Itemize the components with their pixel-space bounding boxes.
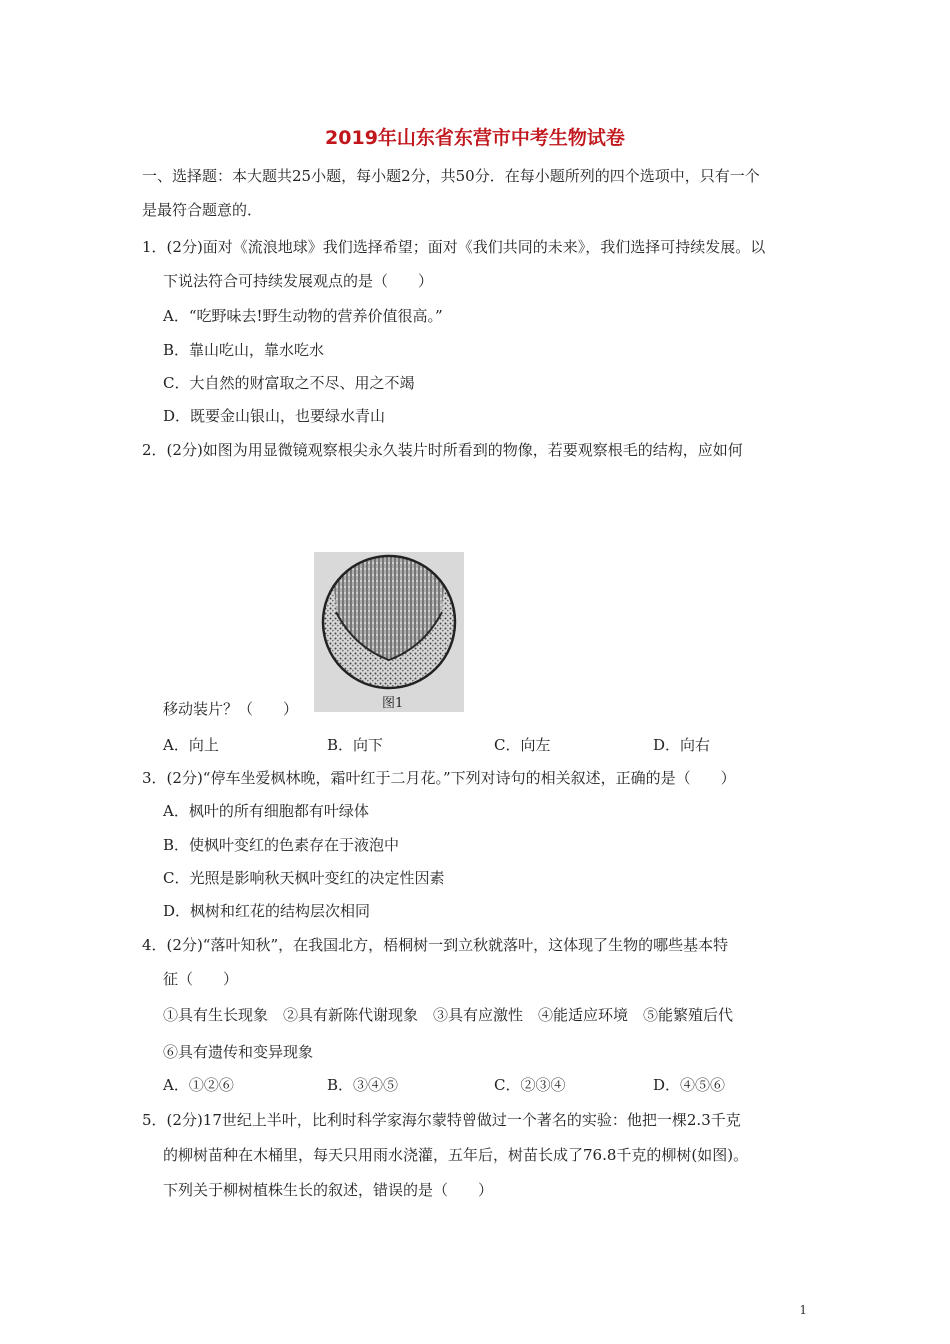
page-title: 2019年山东省东营市中考生物试卷 xyxy=(325,127,625,149)
q3-stem-line1: 3．(2分)“停车坐爱枫林晚，霜叶红于二月花。”下列对诗句的相关叙述，正确的是（ ） xyxy=(142,769,736,787)
q3-option-d: D．枫树和红花的结构层次相同 xyxy=(163,902,371,920)
section-instruction-line1: 一、选择题：本大题共25小题，每小题2分，共50分．在每小题所列的四个选项中，只有一个 xyxy=(142,167,760,185)
q2-stem-line2: 移动装片？（ ） xyxy=(163,700,299,718)
q1-stem-line1: 1．(2分)面对《流浪地球》我们选择希望；面对《我们共同的未来》，我们选择可持续发展。以 xyxy=(142,238,766,256)
q3-option-c: C．光照是影响秋天枫叶变红的决定性因素 xyxy=(163,869,445,887)
q4-option-c: C．②③④ xyxy=(494,1076,566,1094)
q1-stem-line2: 下说法符合可持续发展观点的是（ ） xyxy=(163,272,434,290)
q4-items-line2: ⑥具有遗传和变异现象 xyxy=(163,1043,314,1061)
q4-stem-line1: 4．(2分)“落叶知秋”，在我国北方，梧桐树一到立秋就落叶，这体现了生物的哪些基本特 xyxy=(142,936,729,954)
q4-option-d: D．④⑤⑥ xyxy=(653,1076,726,1094)
root-tip-micrograph xyxy=(314,552,464,712)
q1-option-d: D．既要金山银山，也要绿水青山 xyxy=(163,407,386,425)
q2-stem-line1: 2．(2分)如图为用显微镜观察根尖永久装片时所看到的物像，若要观察根毛的结构，应如何 xyxy=(142,441,743,459)
page-number: 1 xyxy=(799,1303,807,1317)
q4-option-b: B．③④⑤ xyxy=(327,1076,399,1094)
q3-option-a: A．枫叶的所有细胞都有叶绿体 xyxy=(163,802,369,820)
q1-option-c: C．大自然的财富取之不尽、用之不竭 xyxy=(163,374,415,392)
q2-option-a: A．向上 xyxy=(163,736,219,754)
figure-label: 图1 xyxy=(382,696,404,711)
q2-option-d: D．向右 xyxy=(653,736,711,754)
q4-stem-line2: 征（ ） xyxy=(163,970,239,988)
q1-option-a: A．“吃野味去!野生动物的营养价值很高。” xyxy=(163,307,443,325)
q5-stem-line2: 的柳树苗种在木桶里，每天只用雨水浇灌，五年后，树苗长成了76.8千克的柳树(如图)。 xyxy=(163,1146,749,1164)
q4-items-line1: ①具有生长现象 ②具有新陈代谢现象 ③具有应激性 ④能适应环境 ⑤能繁殖后代 xyxy=(163,1006,734,1024)
section-instruction-line2: 是最符合题意的． xyxy=(142,201,263,219)
q5-stem-line1: 5．(2分)17世纪上半叶，比利时科学家海尔蒙特曾做过一个著名的实验：他把一棵2.3千克 xyxy=(142,1111,741,1129)
q5-stem-line3: 下列关于柳树植株生长的叙述，错误的是（ ） xyxy=(163,1181,494,1199)
q4-option-a: A．①②⑥ xyxy=(163,1076,234,1094)
q2-option-c: C．向左 xyxy=(494,736,551,754)
q1-option-b: B．靠山吃山，靠水吃水 xyxy=(163,341,325,359)
q2-option-b: B．向下 xyxy=(327,736,384,754)
q3-option-b: B．使枫叶变红的色素存在于液泡中 xyxy=(163,836,400,854)
